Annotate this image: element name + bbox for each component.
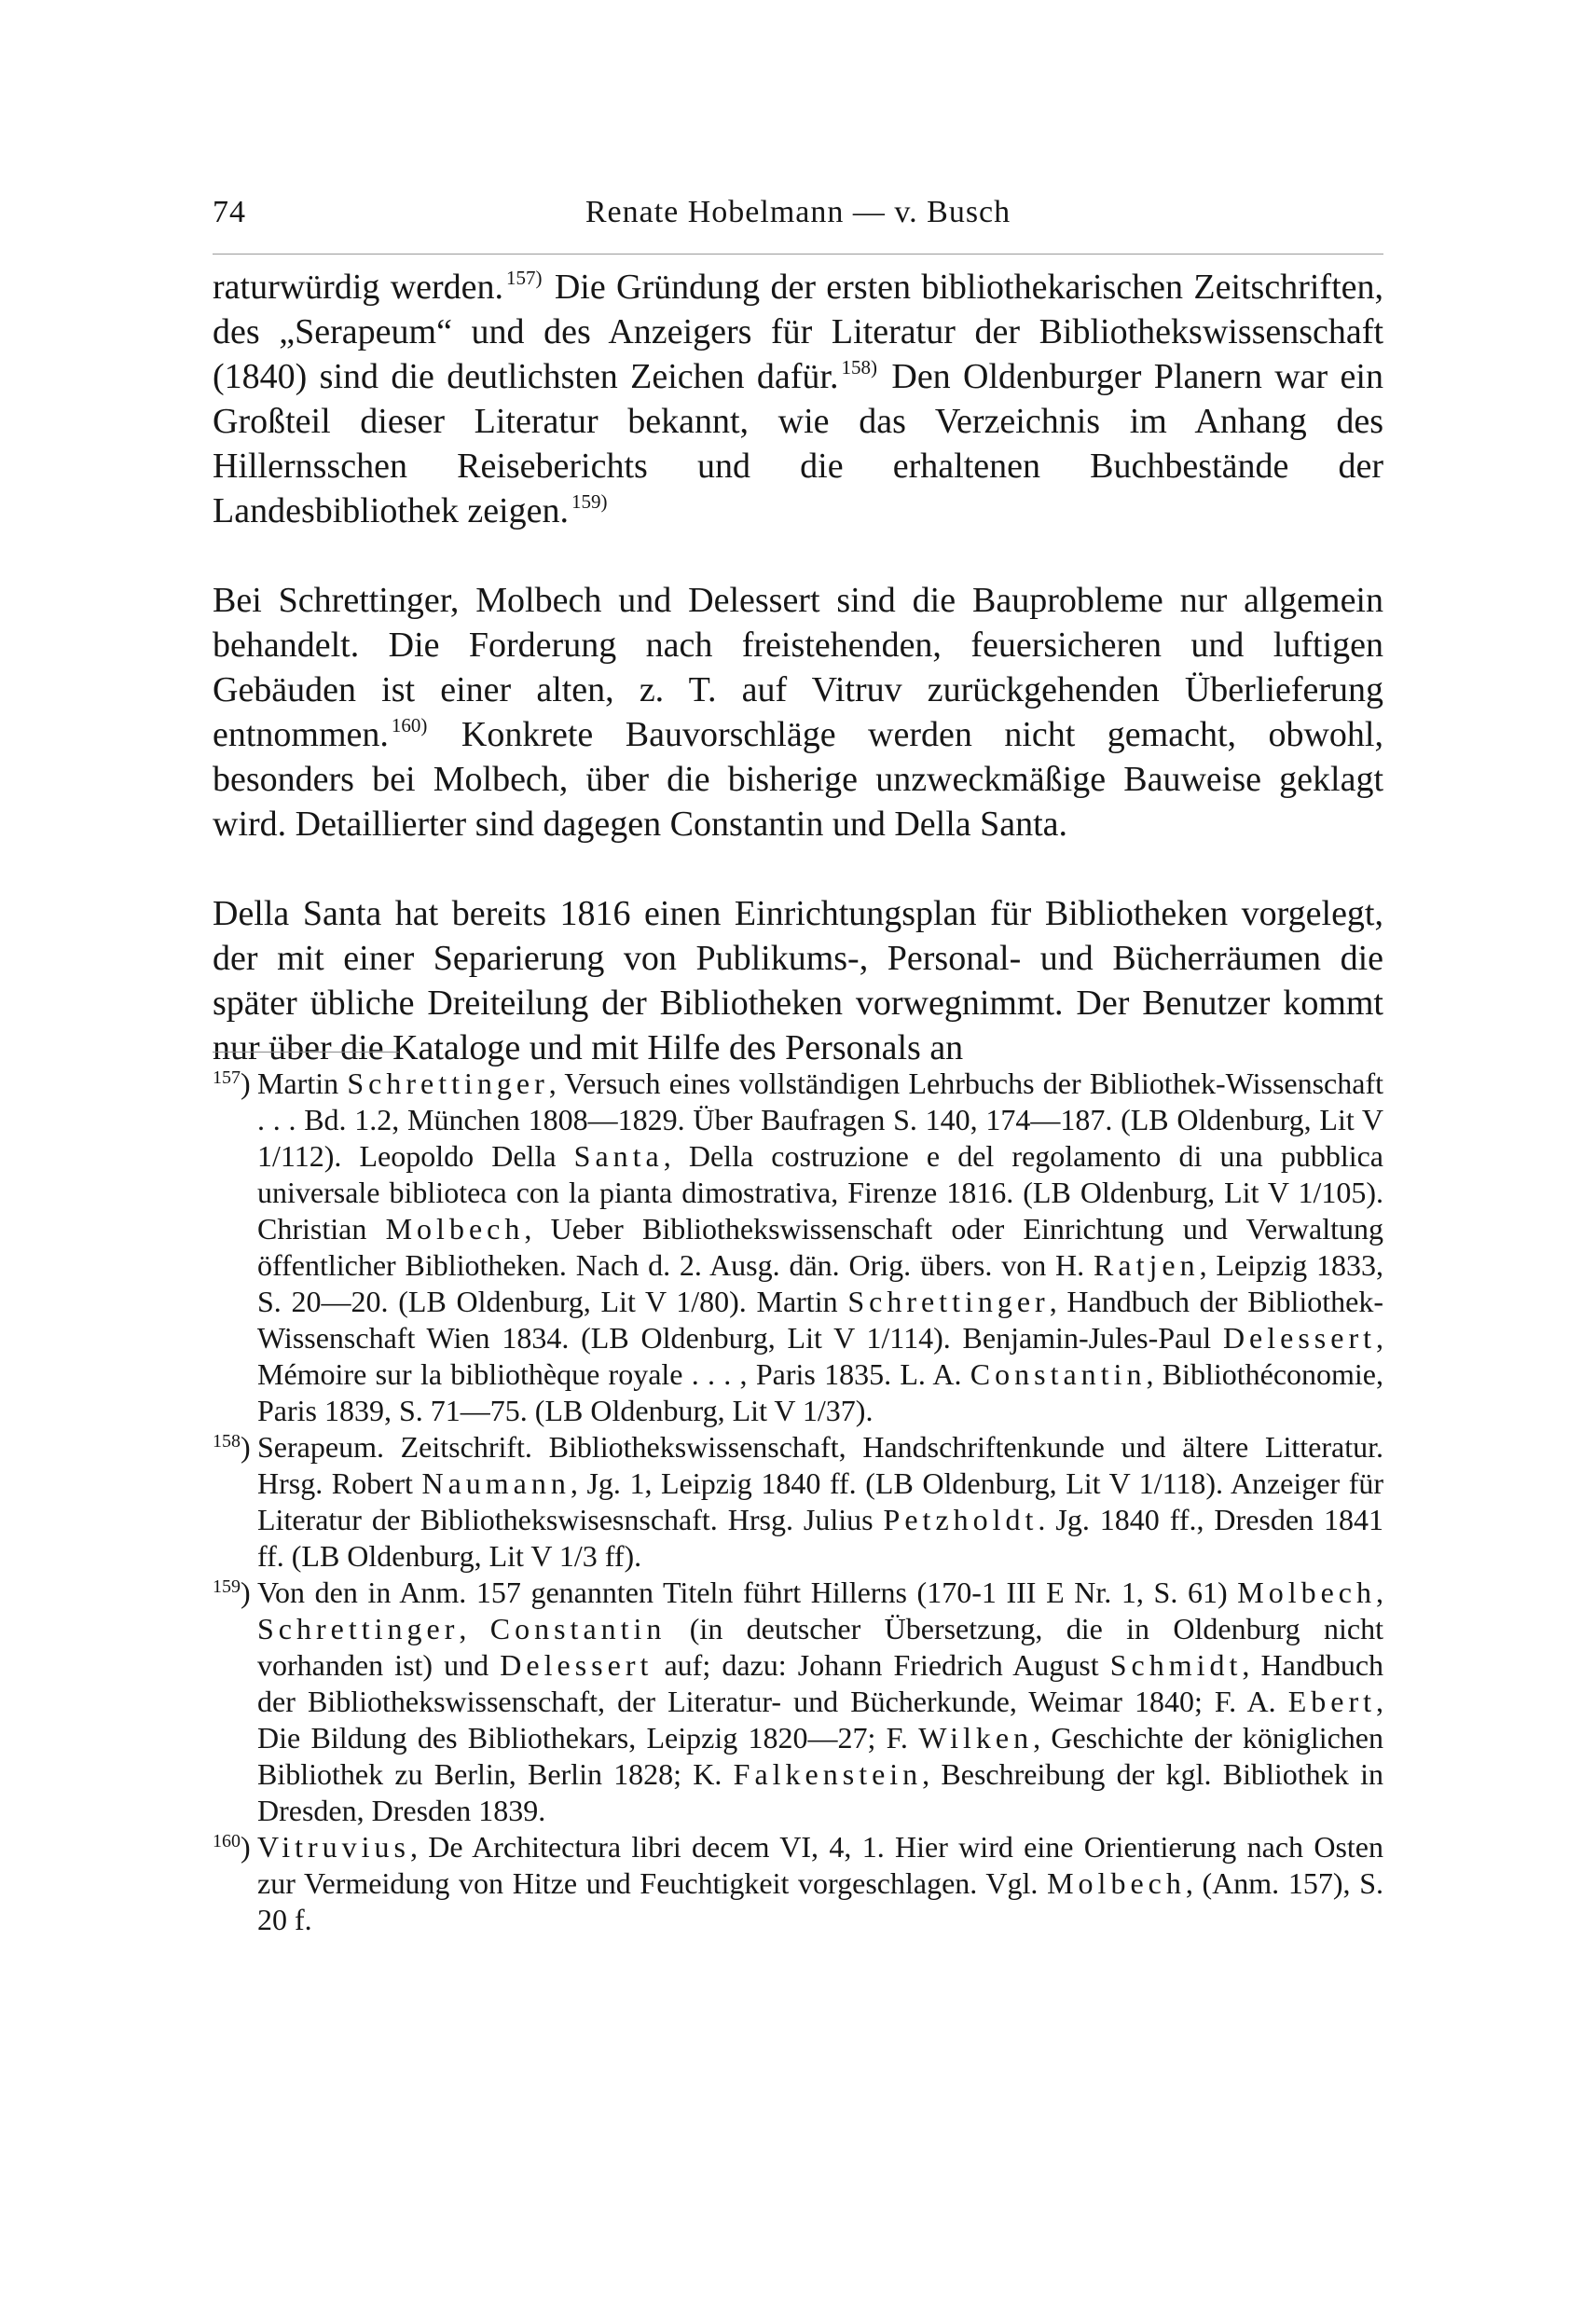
author-name: Constantin (489, 1612, 667, 1645)
footnote-ref-159: 159) (571, 490, 608, 513)
footnote-159: $^{159}$) Von den in Anm. 157 genannten Titeln führt Hillerns (170-1 III E Nr. 1, S. 61) Molbech, Schrettinger, Constantin (in deutscher Übersetzung, die in Oldenburg nicht vorhanden ist) und Delessert auf; dazu: Johann Friedrich August Schmidt, Handbuch der Bibliothekswissenschaft, der Literatur- und Bücherkunde, Weimar 1840; F. A. Ebert, Die Bildung des Bibliothekars, Leipzig 1820—27; F. Wilken, Geschichte der königlichen Bibliothek zu Berlin, Berlin 1828; K. Falkenstein, Beschreibung der kgl. Bibliothek in Dresden, Dresden 1839. (213, 1576, 1384, 1827)
footnote-separator (213, 1052, 399, 1053)
footnote-marker: $^{160}$) (213, 1830, 251, 1864)
footnote-ref-158: 158) (841, 356, 877, 378)
footnote-marker: $^{159}$) (213, 1576, 251, 1609)
footnote-marker: $^{157}$) (213, 1067, 251, 1100)
author-name: Vitruvius (257, 1830, 410, 1864)
footnote-157: $^{157}$) Martin Schrettinger, Versuch eines vollständigen Lehrbuchs der Bibliothek-Wissenschaft . . . Bd. 1.2, München 1808—1829. Über Baufragen S. 140, 174—187. (LB Oldenburg, Lit V 1/112). Leopoldo Della Santa, Della costruzione e del regolamento di una pubblica universale biblioteca con la pianta dimostrativa, Firenze 1816. (LB Oldenburg, Lit V 1/105). Christian Molbech, Ueber Bibliothekswissenschaft oder Einrichtung und Verwaltung öffentlicher Bibliotheken. Nach d. 2. Ausg. dän. Orig. übers. von H. Ratjen, Leipzig 1833, S. 20—20. (LB Oldenburg, Lit V 1/80). Martin Schrettinger, Handbuch der Bibliothek-Wissenschaft Wien 1834. (LB Oldenburg, Lit V 1/114). Benjamin-Jules-Paul Delessert, Mémoire sur la bibliothèque royale . . . , Paris 1835. L. A. Constantin, Bibliothéconomie, Paris 1839, S. 71—75. (LB Oldenburg, Lit V 1/37). (213, 1067, 1384, 1427)
page-number: 74 (213, 195, 246, 229)
author-name: Delessert (1222, 1321, 1376, 1355)
author-name: Falkenstein (733, 1757, 923, 1791)
body-text (213, 265, 1383, 1115)
author-name: Ratjen (1094, 1248, 1200, 1282)
header-rule (213, 254, 1383, 255)
footnote-marker: $^{158}$) (213, 1430, 251, 1464)
author-name: Ebert (1287, 1685, 1376, 1718)
footnote-ref-160: 160) (391, 714, 428, 736)
author-name: Constantin (970, 1357, 1147, 1391)
author-name: Schrettinger (847, 1285, 1050, 1318)
author-name: Molbech (1047, 1866, 1186, 1900)
footnote-ref-157: 157) (506, 267, 543, 289)
author-name: Molbech (385, 1212, 525, 1245)
footnote-160: $^{160}$) Vitruvius, De Architectura libri decem VI, 4, 1. Hier wird eine Orientierung nach Osten zur Vermeidung von Hitze und Feuchtigkeit vorgeschlagen. Vgl. Molbech, (Anm. 157), S. 20 f. (213, 1830, 1384, 1936)
author-name: Schrettinger (347, 1067, 549, 1100)
author-name: Schmidt (1109, 1648, 1243, 1682)
author-name: Molbech (1237, 1576, 1376, 1609)
author-name: Petzholdt (883, 1503, 1039, 1536)
footnote-158: $^{158}$) Serapeum. Zeitschrift. Bibliothekswissenschaft, Handschriftenkunde und ältere Litteratur. Hrsg. Robert Naumann, Jg. 1, Leipzig 1840 ff. (LB Oldenburg, Lit V 1/118). Anzeiger für Literatur der Bibliothekswisesnschaft. Hrsg. Julius Petzholdt. Jg. 1840 ff., Dresden 1841 ff. (LB Oldenburg, Lit V 1/3 ff). (213, 1430, 1384, 1573)
author-name: Naumann (421, 1466, 571, 1500)
paragraph-2: Bei Schrettinger, Molbech und Delessert sind die Bauprobleme nur allgemein behandelt. Die Forderung nach freistehenden, feuersicheren und luftigen Gebäuden ist einer alten, z. T. auf Vitruv zurückgehenden Überlieferung entnommen. $^{160)}$ Konkrete Bauvorschläge werden nicht gemacht, obwohl, besonders bei Molbech, über die bisherige unzweckmäßige Bauweise geklagt wird. Detaillierter sind dagegen Constantin und Della Santa. (213, 581, 1383, 844)
author-name: Delessert (500, 1648, 654, 1682)
author-name: Wilken (918, 1721, 1034, 1755)
author-name: Santa (573, 1139, 664, 1173)
paragraph-1: raturwürdig werden. $^{157)}$ Die Gründung der ersten bibliothekarischen Zeitschriften, des „Serapeum“ und des Anzeigers für Literatur der Bibliothekswissenschaft (1840) sind die deutlichsten Zeichen dafür. $^{158)}$ Den Oldenburger Planern war ein Großteil dieser Literatur bekannt, wie das Verzeichnis im Anhang des Hillernsschen Reiseberichts und die erhaltenen Buchbestände der Landesbibliothek zeigen. $^{159)}$ (213, 267, 1383, 530)
author-name: Schrettinger (257, 1612, 460, 1645)
running-head: Renate Hobelmann — v. Busch (585, 195, 1011, 229)
page-header (213, 186, 1383, 242)
footnotes (213, 1066, 1383, 1938)
paragraph-3: Della Santa hat bereits 1816 einen Einrichtungsplan für Bibliotheken vorgelegt, der mit einer Separierung von Publikums-, Personal- und Bücherräumen die später übliche Dreiteilung der Bibliotheken vorwegnimmt. Der Benutzer kommt nur über die Kataloge und mit Hilfe des Personals an (213, 894, 1383, 1067)
